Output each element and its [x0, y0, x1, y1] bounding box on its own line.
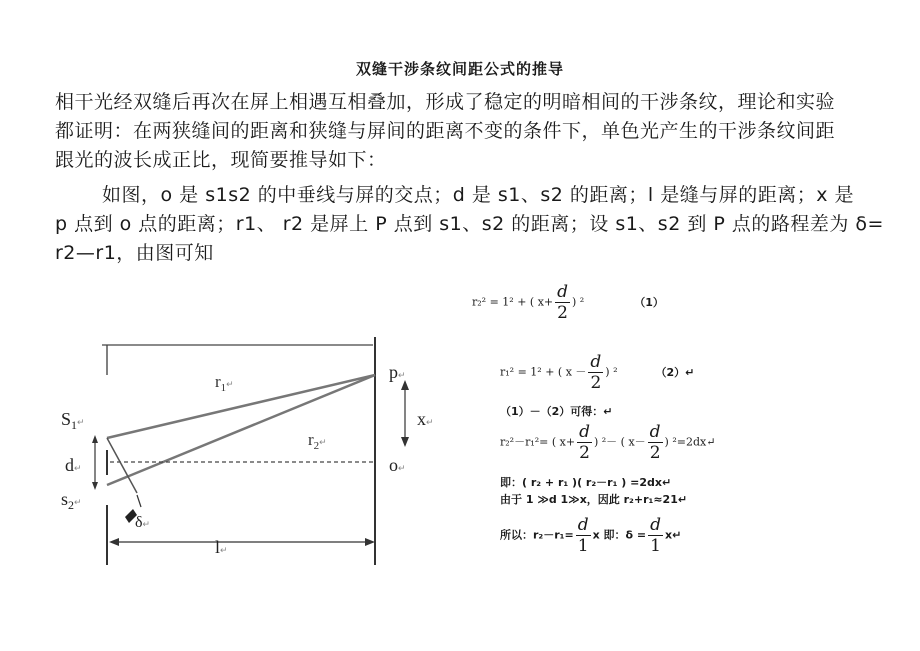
intro-paragraph	[55, 88, 875, 175]
desc-line-2: p 点到 o 点的距离；r1、 r2 是屏上 P 点到 s1、s2 的距离；设 s1、s2 到 P 点的路程差为 δ=	[55, 213, 884, 235]
ray-r2	[107, 375, 375, 485]
eq4-part-a: r₂²－r₁²= ( x+	[500, 435, 576, 449]
eq4-frac2-den: 2	[649, 443, 661, 463]
eq2-fraction	[588, 352, 603, 393]
eq4-fraction-1	[577, 422, 592, 463]
equation-1	[472, 282, 664, 323]
label-o: o↵	[389, 455, 406, 475]
eq1-number: （1）	[634, 295, 664, 309]
eq2-number: （2）↵	[655, 365, 695, 379]
equation-4	[500, 422, 715, 463]
eq7-fraction-1	[576, 515, 591, 556]
label-d: d↵	[65, 455, 82, 475]
label-s2: $s_2^↵$	[61, 489, 82, 512]
label-x: x↵	[417, 409, 434, 429]
eq2-frac-den: 2	[590, 373, 602, 393]
l-arrow-head-left	[109, 538, 119, 546]
eq1-frac-num: d	[557, 282, 569, 302]
eq7-frac2-num: d	[650, 515, 662, 535]
eq7-frac1-num: d	[577, 515, 589, 535]
label-delta: δ↵	[135, 514, 151, 531]
intro-line-1: 相干光经双缝后再次在屏上相遇互相叠加，形成了稳定的明暗相间的干涉条纹，理论和实验	[55, 91, 836, 113]
eq7-part-a: 所以：r₂－r₁=	[500, 528, 574, 542]
eq4-frac1-den: 2	[579, 443, 590, 463]
eq1-frac-den: 2	[557, 303, 568, 323]
label-p: p↵	[389, 362, 406, 382]
l-arrow-head-right	[365, 538, 375, 546]
eq1-left: r₂² = 1² + ( x+	[472, 295, 554, 309]
eq2-left: r₁² = 1² + ( x －	[500, 365, 587, 379]
eq4-part-b: ) ²－ ( x－	[593, 435, 646, 449]
label-r1: $r_1^↵$	[215, 372, 234, 394]
document-title: 双缝干涉条纹间距公式的推导	[355, 60, 564, 78]
ray-r1	[107, 375, 375, 438]
delta-tick	[137, 495, 141, 507]
eq7-fraction-2	[648, 515, 663, 556]
eq1-fraction	[555, 282, 570, 323]
eq4-frac1-num: d	[579, 422, 590, 442]
intro-line-3: 跟光的波长成正比，现简要推导如下：	[55, 149, 387, 171]
eq4-part-c: ) ²=2dx↵	[664, 435, 716, 449]
eq7-frac2-den: 1	[650, 536, 661, 556]
eq4-fraction-2	[648, 422, 663, 463]
equation-2	[500, 352, 694, 393]
eq2-right: ) ²	[605, 365, 618, 379]
x-arrow-head-top	[401, 380, 409, 390]
equation-3: （1）－（2）可得：↵	[500, 405, 613, 418]
double-slit-diagram	[55, 335, 434, 570]
equation-6: 由于 1 ≫d 1≫x，因此 r₂+r₁≈21↵	[500, 493, 688, 506]
desc-line-3: r2—r1，由图可知	[55, 242, 214, 264]
x-arrow-head-bottom	[401, 437, 409, 447]
delta-perpendicular	[107, 438, 137, 493]
eq4-frac2-num: d	[649, 422, 661, 442]
label-s1: $S_1^↵$	[61, 409, 85, 432]
equation-5: 即：( r₂ + r₁ )( r₂－r₁ ) =2dx↵	[500, 476, 672, 489]
desc-line-1: 如图，o 是 s1s2 的中垂线与屏的交点；d 是 s1、s2 的距离；l 是缝与屏的距离；x 是	[102, 184, 854, 206]
eq1-right: ) ²	[572, 295, 585, 309]
label-r2: $r_2^↵$	[308, 430, 327, 452]
d-arrow-head-bottom	[92, 482, 98, 490]
eq7-part-b: x 即：δ =	[592, 528, 647, 542]
eq7-part-c: x↵	[665, 528, 682, 542]
equation-7	[500, 515, 681, 556]
intro-line-2: 都证明：在两狭缝间的距离和狭缝与屏间的距离不变的条件下，单色光产生的干涉条纹间距	[55, 120, 836, 142]
description-paragraph	[55, 181, 884, 268]
d-arrow-head-top	[92, 435, 98, 443]
eq7-frac1-den: 1	[577, 536, 589, 556]
label-l: l↵	[215, 537, 228, 557]
eq2-frac-num: d	[590, 352, 602, 372]
